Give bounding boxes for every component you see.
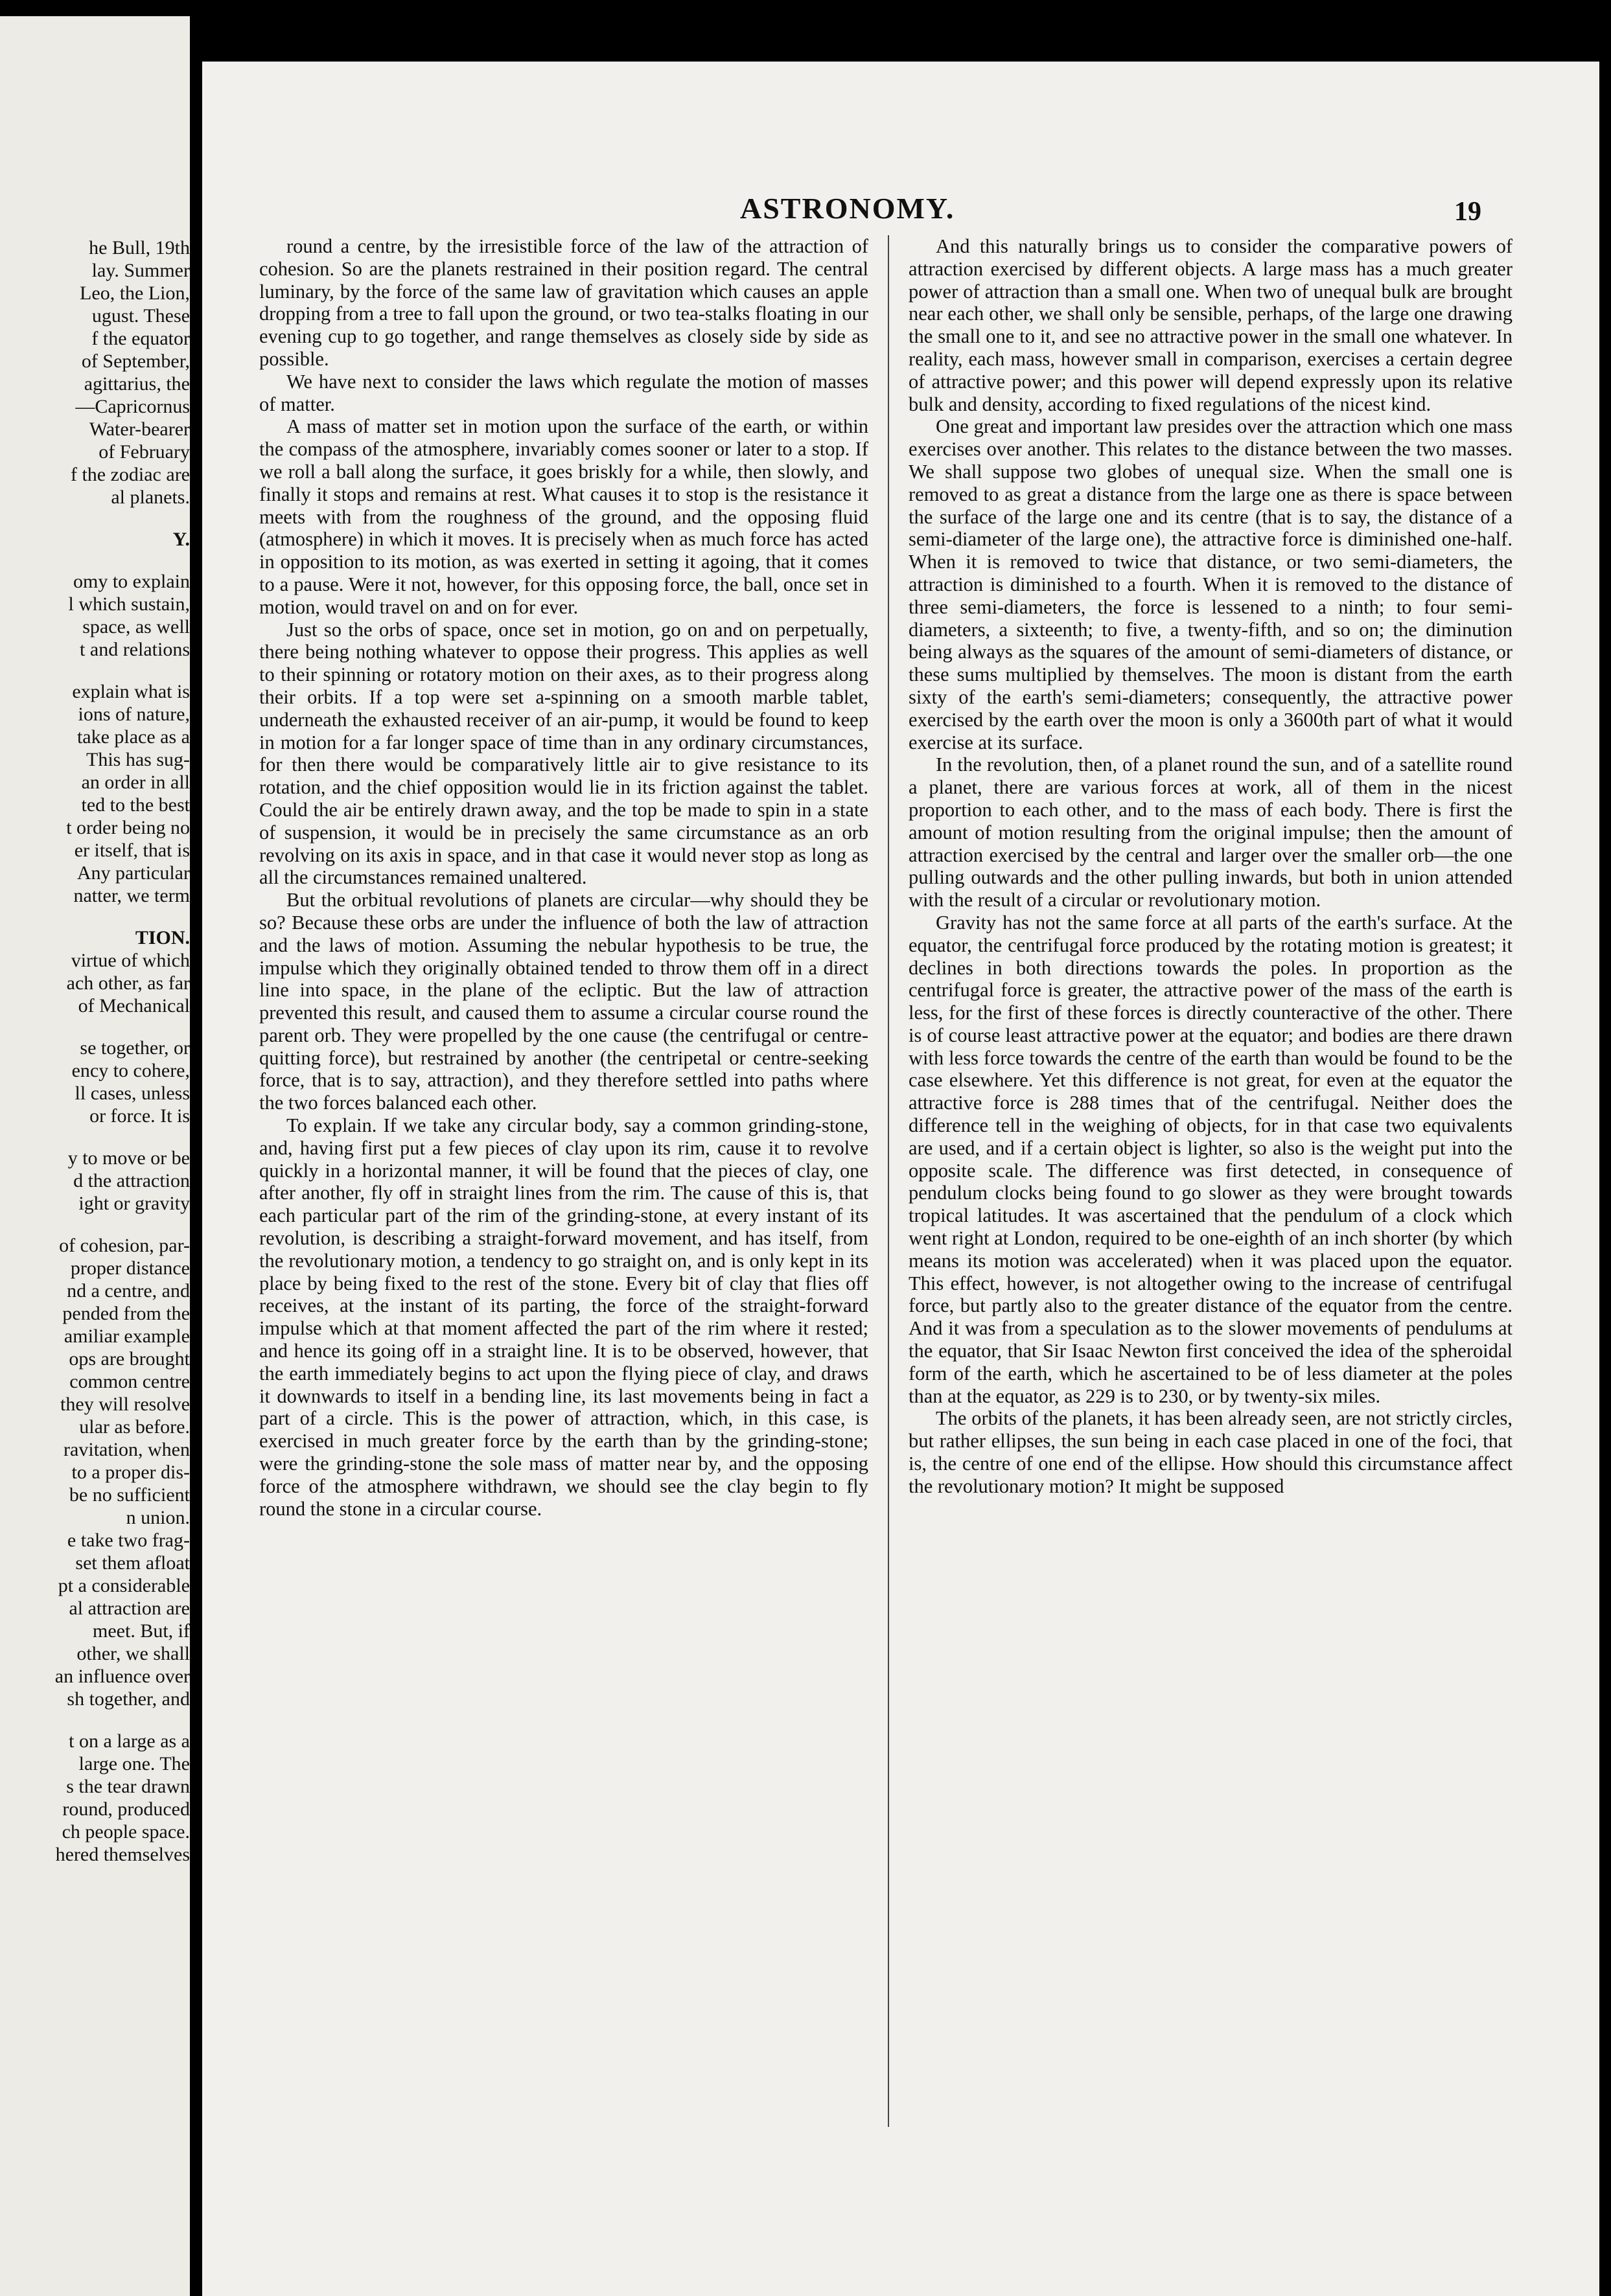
fragment-line: ugust. These (91, 305, 190, 327)
fragment-line: amiliar example (64, 1326, 190, 1347)
fragment-line: take place as a (76, 726, 190, 748)
paragraph: The orbits of the planets, it has been already seen, are not strictly circles, but rather ellipses, the sun being in each case placed in one of the foci, that is, the centre of one end of the ellipse. How should this circumstance affect the revolutionary motion? It might be supposed (909, 1407, 1512, 1497)
fragment-line (5, 509, 190, 528)
fragment-line: natter, we term (73, 885, 190, 906)
fragment-line: they will resolve (60, 1394, 190, 1415)
fragment-line: al planets. (111, 487, 190, 508)
fragment-line: ch people space. (62, 1821, 190, 1843)
fragment-line: ted to the best (81, 794, 190, 816)
fragment-line: of Mechanical (78, 995, 190, 1016)
fragment-line: ll cases, unless (75, 1083, 190, 1104)
fragment-line (5, 1215, 190, 1234)
fragment-line: se together, or (80, 1037, 190, 1059)
fragment-line: Water-bearer (89, 419, 190, 440)
fragment-line: t and relations (80, 639, 190, 660)
fragment-line: al attraction are (69, 1598, 190, 1619)
fragment-line: s the tear drawn (66, 1776, 190, 1797)
fragment-line: space, as well (82, 616, 190, 637)
fragment-line (5, 907, 190, 926)
fragment-line: common centre (69, 1371, 190, 1392)
fragment-line: round, produced (62, 1798, 190, 1820)
paragraph: One great and important law presides over the attraction which one mass exercises over another. This relates to the distance between the two masses. We shall suppose two globes of unequal size. When the small one is removed to as great a distance from the large one as there is space between the surface of the large one and its centre (that is to say, the distance of a semi-diameter of the large one), the attractive force is diminished one-half. When it is removed to twice that distance, or two semi-diameters, the attraction is diminished to a fourth. When it is removed to the distance of three semi-diameters, the force is lessened to a ninth; to four semi-diameters, a sixteenth; to five, a twenty-fifth, and so on; the diminution being always as the squares of the amount of semi-diameters of distance, or these sums multiplied by themselves. The moon is distant from the earth sixty of the earth's semi-diameters; consequently, the attractive power exercised by the earth over the moon is only a 3600th part of what it would exercise at its surface. (909, 415, 1512, 753)
paragraph: round a centre, by the irresistible force of the law of the attraction of cohesion. So are the planets restrained in their position regard. The central luminary, by the force of the same law of gravitation which causes an apple dropping from a tree to fall upon the ground, or two tea-stalks floating in our evening cup to go together, and range themselves as closely side by side as possible. (259, 235, 868, 370)
fragment-line: pended from the (62, 1303, 190, 1324)
fragment-line: ravitation, when (64, 1439, 190, 1460)
paragraph: Gravity has not the same force at all parts of the earth's surface. At the equator, the centrifugal force produced by the rotating motion is greatest; it declines in both directions towards the poles. In proportion as the centrifugal force is greater, the attractive power of the mass of the earth is less, for the first of these forces is directly counteractive of the other. There is of course least attractive power at the equator; and bodies are there drawn with less force towards the centre of the earth than would be found to be the case elsewhere. Yet this difference is not great, for even at the equator the attractive force is 288 times that of the centrifugal. Neither does the difference tell in the weighing of objects, for in that case two equivalents are used, and if a certain object is lighter, so also is the weight put into the opposite scale. The difference was first detected, in consequence of pendulum clocks being found to go slower as they were brought towards tropical latitudes. It was ascertained that the pendulum of a clock which went right at London, required to be one-eighth of an inch shorter (by which means its motion was accelerated) when it was placed upon the equator. This effect, however, is not altogether owing to the increase of centrifugal force, but partly also to the greater distance of the equator from the centre. And it was from a speculation as to the slower movements of pendulums at the equator, that Sir Isaac Newton first conceived the idea of the spheroidal form of the earth, which he ascertained to be of less diameter at the poles than at the equator, as 229 is to 230, or by twenty-six miles. (909, 911, 1512, 1407)
fragment-line: TION. (135, 927, 190, 948)
fragment-line: n union. (126, 1507, 190, 1528)
fragment-line (5, 1017, 190, 1037)
page-number: 19 (1454, 197, 1481, 227)
fragment-line: agittarius, the (84, 373, 190, 395)
fragment-line: f the equator (91, 328, 190, 349)
adjacent-page-text (5, 236, 190, 1866)
fragment-line: This has sug- (86, 749, 190, 770)
fragment-line: of September, (81, 350, 190, 372)
fragment-line: explain what is (72, 681, 190, 702)
fragment-line: to a proper dis- (71, 1462, 190, 1483)
fragment-line (5, 661, 190, 680)
fragment-line: proper distance (70, 1257, 190, 1279)
fragment-line: pt a considerable (58, 1575, 190, 1596)
fragment-line: lay. Summer (91, 260, 190, 281)
fragment-line: sh together, and (67, 1688, 190, 1710)
fragment-line: he Bull, 19th (89, 237, 190, 258)
fragment-line: Y. (172, 529, 190, 550)
running-head: ASTRONOMY. (740, 192, 955, 225)
fragment-line: of cohesion, par- (59, 1235, 190, 1256)
fragment-line: t order being no (66, 817, 190, 838)
fragment-line: or force. It is (89, 1105, 190, 1127)
paragraph: And this naturally brings us to consider the comparative powers of attraction exercised by different objects. A large mass has a much greater power of attraction than a small one. When two of unequal bulk are brought near each other, we shall only be sensible, perhaps, of the large one drawing the small one to it, and see no attractive power in the small one whatever. In reality, each mass, however small in comparison, exercises a certain degree of attractive power; and this power will depend expressly upon its relative bulk and density, according to fixed regulations of the nicest kind. (909, 235, 1512, 415)
fragment-line: Any particular (76, 862, 190, 884)
fragment-line: —Capricornus (75, 396, 190, 417)
fragment-line (5, 551, 190, 570)
fragment-line: virtue of which (71, 950, 190, 971)
fragment-line: ular as before. (79, 1416, 190, 1438)
paragraph: But the orbitual revolutions of planets are circular—why should they be so? Because these orbs are under the influence of both the law of attraction and the laws of motion. Assuming the nebular hypothesis to be true, the impulse which they originally obtained tended to throw them off in a direct line into space, in the plane of the ecliptic. But the law of attraction prevented this result, and caused them to assume a circular course round the parent orb. They were propelled by the one cause (the centrifugal or centre-quitting force), but restrained by another (the centripetal or centre-seeking force, that is to say, attraction), and they therefore settled into paths where the two forces balanced each other. (259, 889, 868, 1114)
fragment-line: be no sufficient (69, 1484, 190, 1506)
fragment-line: of February (99, 441, 190, 463)
paragraph: In the revolution, then, of a planet round the sun, and of a satellite round a planet, there are various forces at work, all of them in the nicest proportion to each other, and to the mass of each body. There is first the amount of motion resulting from the original impulse; then the amount of attraction exercised by the central and larger over the smaller orb—the one pulling outwards and the other pulling inwards, but both in union attended with the result of a circular or revolutionary motion. (909, 753, 1512, 912)
column-divider (888, 235, 889, 2127)
text-column-left (259, 235, 868, 1520)
fragment-line: large one. The (78, 1753, 190, 1774)
fragment-line: ency to cohere, (71, 1060, 190, 1081)
fragment-line: meet. But, if (93, 1620, 190, 1642)
fragment-line: omy to explain (73, 571, 190, 592)
fragment-line: e take two frag- (67, 1530, 190, 1551)
fragment-line (5, 1127, 190, 1147)
paragraph: A mass of matter set in motion upon the surface of the earth, or within the compass of the atmosphere, invariably comes sooner or later to a stop. If we roll a ball along the surface, it goes briskly for a while, then slowly, and finally it stops and remains at rest. What causes it to stop is the resistance it meets with from the roughness of the ground, and the opposing fluid (atmosphere) in which it moves. It is precisely when as much force has acted in opposition to its motion, as was exerted in setting it agoing, that it comes to a pause. Were it not, however, for this opposing force, the ball, once set in motion, would travel on and on for ever. (259, 415, 868, 618)
fragment-line: ions of nature, (78, 704, 190, 725)
paragraph: We have next to consider the laws which regulate the motion of masses of matter. (259, 370, 868, 415)
fragment-line: l which sustain, (68, 593, 190, 615)
fragment-line: t on a large as a (69, 1730, 190, 1752)
fragment-line: ops are brought (69, 1348, 190, 1370)
fragment-line: ach other, as far (66, 972, 190, 994)
fragment-line: er itself, that is (74, 840, 190, 861)
fragment-line: an influence over (54, 1666, 190, 1687)
fragment-line (5, 1710, 190, 1730)
fragment-line: f the zodiac are (70, 464, 190, 485)
adjacent-page-fragment (0, 16, 190, 2296)
paragraph: Just so the orbs of space, once set in motion, go on and on perpetually, there being nothing whatever to oppose their progress. This applies as well to their spinning or rotatory motion on their axes, as to their progress along their orbits. If a top were set a-spinning on a smooth marble tablet, underneath the exhausted receiver of an air-pump, it would be found to keep in motion for a far longer space of time than in any ordinary circumstances, for then there would be comparatively little air to give resistance to its rotation, and the chief opposition would lie in its friction against the tablet. Could the air be entirely drawn away, and the top be made to spin in a state of suspension, it would be in precisely the same circumstance as an orb revolving on its axis in space, and in that case it would never stop as long as all the circumstances remained unaltered. (259, 618, 868, 889)
fragment-line: ight or gravity (78, 1193, 190, 1214)
fragment-line: y to move or be (67, 1147, 190, 1169)
fragment-line: set them afloat (75, 1552, 190, 1574)
fragment-line: Leo, the Lion, (80, 282, 190, 304)
book-page (202, 62, 1599, 2296)
text-column-right (909, 235, 1512, 1498)
fragment-line: other, we shall (76, 1643, 190, 1664)
fragment-line: d the attraction (73, 1170, 190, 1191)
fragment-line: hered themselves (55, 1844, 190, 1865)
paragraph: To explain. If we take any circular body, say a common grinding-stone, and, having first put a few pieces of clay upon its rim, cause it to revolve quickly in a horizontal manner, it will be found that the pieces of clay, one after another, fly off in straight lines from the rim. The cause of this is, that each particular part of the rim of the grinding-stone, at every instant of its revolution, is describing a straight-forward movement, and has itself, from the revolutionary motion, a tendency to go straight on, and is only kept in its place by being fixed to the rest of the stone. Every bit of clay that flies off receives, at the instant of its parting, the force of the straight-forward impulse which at that moment affected the part of the rim where it rested; and hence its going off in a straight line. It is to be observed, however, that the earth immediately begins to act upon the flying piece of clay, and draws it downwards to itself in a bending line, its last movements being in fact a part of a circle. This is the power of attraction, which, in this case, is exercised in much greater force by the earth than by the grinding-stone; were the grinding-stone the sole mass of matter near by, and the opposing force of the atmosphere withdrawn, we should see the clay begin to fly round the stone in a circular course. (259, 1114, 868, 1520)
fragment-line: an order in all (81, 772, 190, 793)
fragment-line: nd a centre, and (67, 1280, 190, 1302)
